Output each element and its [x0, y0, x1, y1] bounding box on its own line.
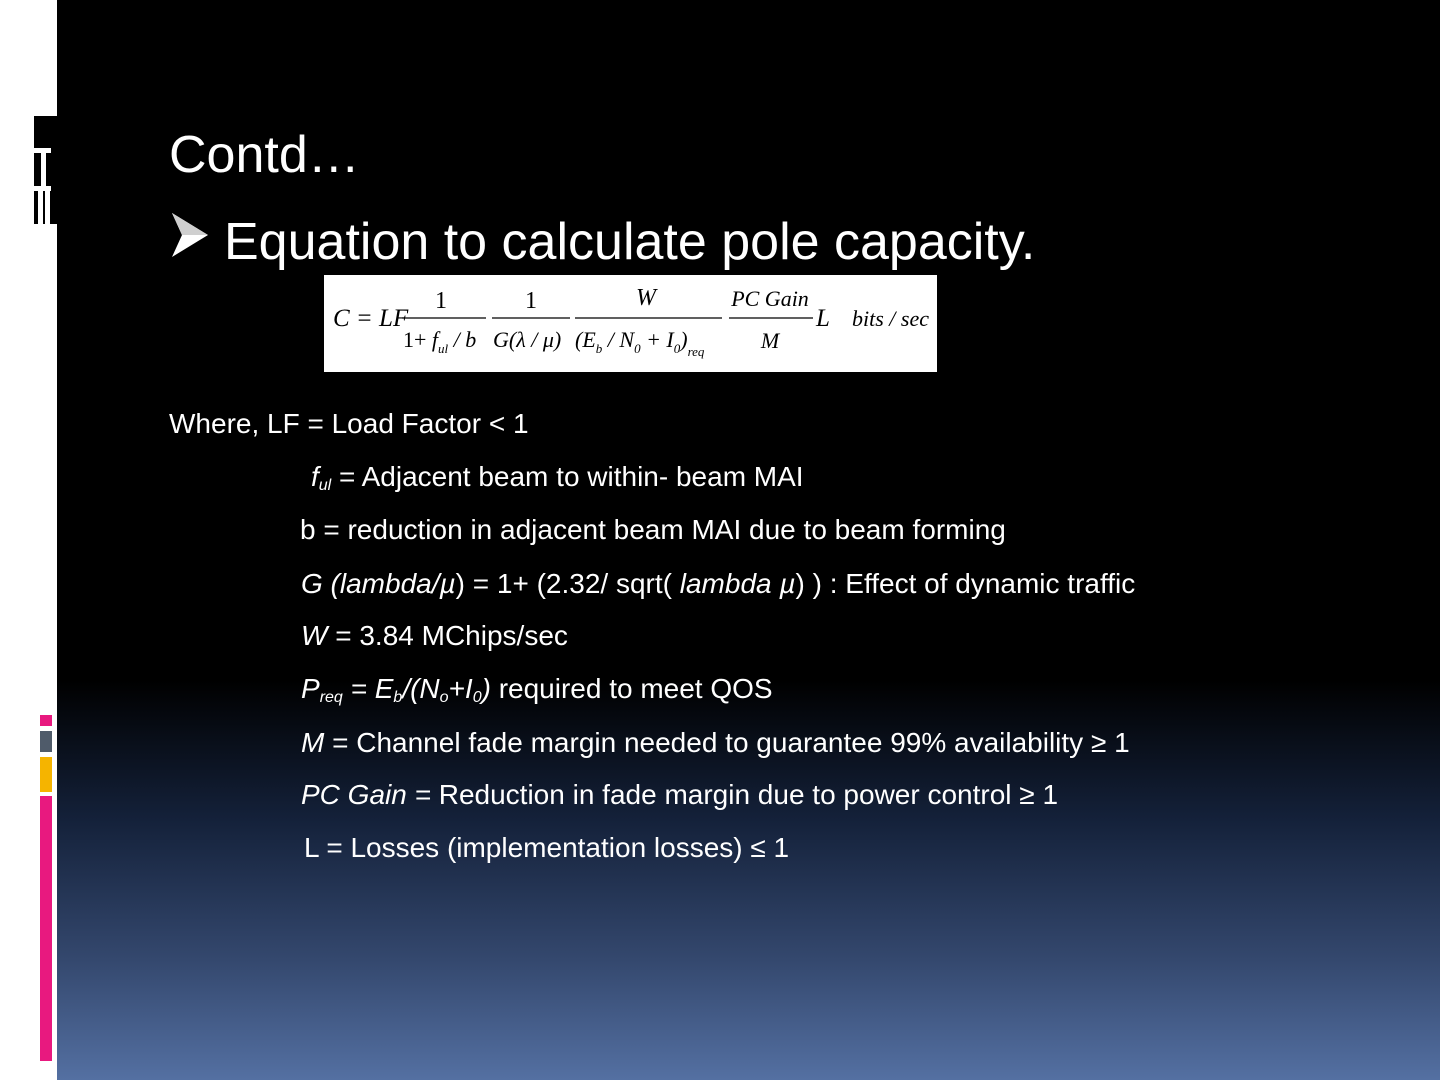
- accent-bar-pink-tall: [40, 796, 52, 1061]
- definition-ful: $f_{ul}$ = Adjacent beam to within- beam MAI: [311, 461, 804, 494]
- eq-f3-num: W: [636, 285, 656, 311]
- eq-f2-num: 1: [525, 288, 537, 314]
- eq-f1-den: $1+ f_{ul} / b$: [403, 327, 477, 356]
- accent-bar-pink-small: [40, 715, 52, 726]
- eq-f1-num: 1: [435, 288, 447, 314]
- arrow-bullet-icon: [172, 213, 208, 257]
- eq-after: L: [816, 305, 830, 332]
- definition-losses: L = Losses (implementation losses) ≤ 1: [304, 832, 790, 863]
- pole-capacity-equation: [324, 275, 937, 372]
- eq-f2-den: G(λ / μ): [493, 327, 562, 352]
- eq-lhs: C = LF: [333, 305, 409, 332]
- definition-load-factor: Where, LF = Load Factor < 1: [169, 408, 529, 439]
- left-decorative-strip: [0, 0, 57, 1080]
- eq-units: bits / sec: [852, 306, 929, 331]
- accent-bar-gold: [40, 757, 52, 792]
- definition-w: W = 3.84 MChips/sec: [301, 620, 568, 651]
- accent-bar-gray: [40, 731, 52, 752]
- definition-g: G (lambda/µ) = 1+ (2.32/ sqrt( lambda µ) ) : Effect of dynamic traffic: [301, 568, 1136, 599]
- definition-p-req: $P_{req} = E_b/(N_o+I_0)$ required to meet QOS: [301, 673, 773, 706]
- definition-pc-gain: PC Gain = Reduction in fade margin due to power control ≥ 1: [301, 779, 1059, 810]
- definition-m: M = Channel fade margin needed to guarantee 99% availability ≥ 1: [301, 727, 1130, 758]
- definition-b: b = reduction in adjacent beam MAI due to beam forming: [300, 514, 1006, 545]
- eq-f4-den: M: [760, 328, 780, 353]
- eq-f3-den: $(E_b / N_0 + I_0)_{req}$: [575, 327, 705, 359]
- eq-f4-num: PC Gain: [731, 286, 809, 311]
- bullet-text: Equation to calculate pole capacity.: [224, 213, 1036, 271]
- slide-title: Contd…: [169, 126, 360, 184]
